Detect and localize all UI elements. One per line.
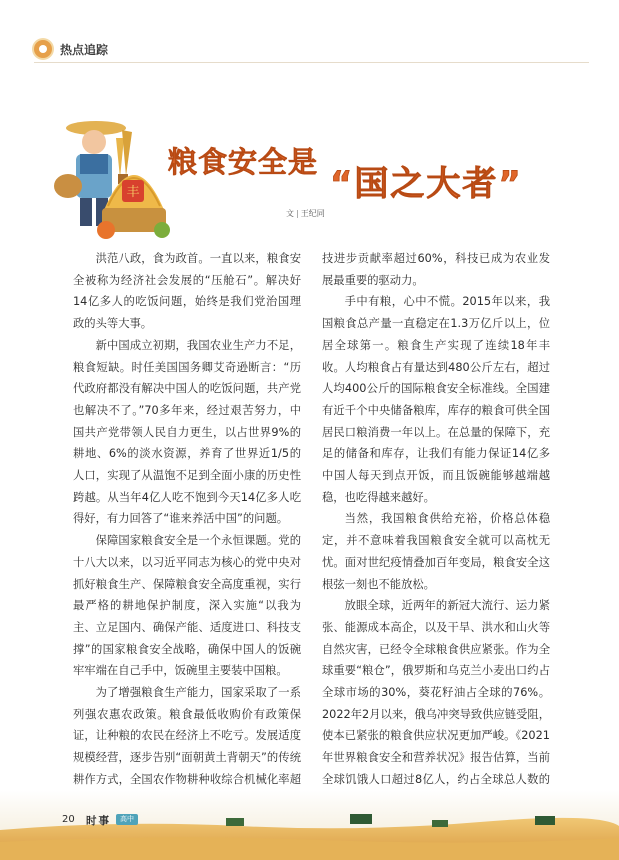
publication-name: 时事 — [86, 815, 111, 827]
byline-separator: | — [296, 209, 299, 218]
byline-prefix: 文 — [286, 209, 294, 218]
article-title-part1: 粮食安全是 — [168, 145, 319, 179]
paragraph: 当然，我国粮食供给充裕，价格总体稳定，并不意味着我国粮食安全就可以高枕无忧。面对世纪疫情叠加百年变局，粮食安全这根弦一刻也不能放松。 — [322, 512, 550, 591]
edition-badge: 高中 — [116, 814, 138, 825]
section-label: 热点追踪 — [60, 42, 109, 57]
article-title-part2: “国之大者” — [330, 164, 523, 204]
author-name: 王纪同 — [300, 209, 325, 218]
section-tag — [34, 40, 108, 58]
svg-text:丰: 丰 — [126, 185, 140, 200]
target-icon — [34, 40, 52, 58]
paragraph: 新中国成立初期，我国农业生产力不足，粮食短缺。时任美国国务卿艾奇逊断言：“历代政府都没有解决中国人的吃饭问题，共产党也解决不了。”70多年来，经过艰苦努力，中国共产党带领人民自力更生，以占世界9%的耕地、6%的淡水资源，养育了世界近1/5的人口，实现了从温饱不足到全面小康的历史性跨越。从当年4亿人吃不饱到今天14亿多人吃得好，有力回答了“谁来养活中国”的问题。 — [73, 338, 301, 526]
paragraph: 放眼全球，近两年的新冠大流行、运力紧张、能源成本高企，以及干旱、洪水和山火等自然灾害，已经令全球粮食供应紧张。作为全球重要“粮仓”，俄罗斯和乌克兰小麦出口约占全球市场的30%，葵花籽油占全球的76%。2022年2月以来，俄乌冲突导致供应链受阻，使本已紧张的粮食供应状况更加严峻。《2021年世界粮食安全和营养状况》报告估算，当前全球饥饿人口超过8亿人，约占全球总人数的 — [322, 599, 550, 786]
paragraph: 保障国家粮食安全是一个永恒课题。党的十八大以来，以习近平同志为核心的党中央对抓好粮食生产、保障粮食安全高度重视，实行最严格的耕地保护制度，深入实施“以我为主、立足国内、确保产能、适度进口、科技支撑”的国家粮食安全战略，确保中国人的饭碗牢牢端在自己手中，饭碗里主要装中国粮。 — [73, 534, 301, 678]
article-column-right — [322, 248, 550, 856]
hero-banner — [34, 110, 589, 250]
page-number: 20 — [62, 814, 75, 825]
paragraph-continued: 技进步贡献率超过60%，科技已成为农业发展最重要的驱动力。 — [322, 252, 550, 287]
paragraph: 洪范八政，食为政首。一直以来，粮食安全被称为经济社会发展的“压舱石”。解决好14亿多人的吃饭问题，始终是我们党治国理政的头等大事。 — [73, 252, 301, 331]
article-column-left — [73, 248, 301, 812]
paragraph: 手中有粮，心中不慌。2015年以来，我国粮食总产量一直稳定在1.3万亿斤以上，位居全球第一。粮食生产实现了连续18年丰收。人均粮食占有量达到480公斤左右，超过人均400公斤的国际粮食安全标准线。全国建有近千个中央储备粮库，库存的粮食可供全国居民口粮消费一年以上。在总量的保障下，充足的储备和库存，让我们有能力保证14亿多中国人每天到点开饭，而且饭碗能够越端越稳，也吃得越来越好。 — [322, 295, 550, 504]
byline — [286, 208, 325, 219]
header-divider — [34, 62, 589, 63]
grain-basket-icon — [94, 140, 174, 240]
paragraph: 为了增强粮食生产能力，国家采取了一系列强农惠农政策。粮食最低收购价有政策保证，让种粮的农民在经济上不吃亏。发展适度规模经营，逐步告别“面朝黄土背朝天”的传统耕作方式，全国农作物耕种收综合机械化率超 — [73, 686, 301, 786]
